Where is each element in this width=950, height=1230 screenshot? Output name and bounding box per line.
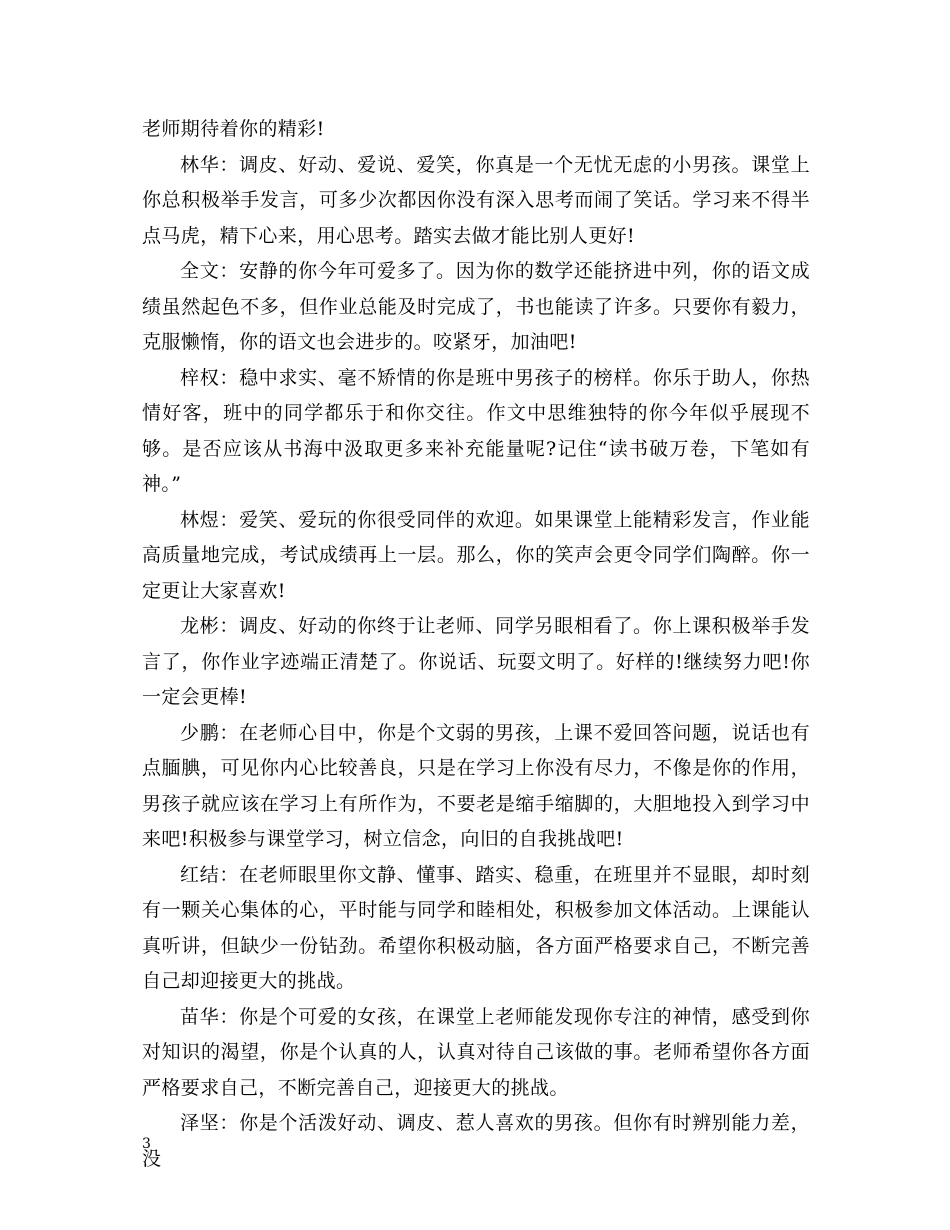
page-number: 3: [142, 1136, 151, 1152]
paragraph-intro-closing: 老师期待着你的精彩!: [142, 118, 325, 140]
paragraph-comment-linhua: 林华：调皮、好动、爱说、爱笑，你真是一个无忧无虑的小男孩。课堂上你总积极举手发言，可多少次都因你没有深入思考而闹了笑话。学习来不得半点马虎，精下心来，用心思考。踏实去做才能比别人更好!: [142, 153, 810, 247]
paragraph-comment-quanwen: 全文：安静的你今年可爱多了。因为你的数学还能挤进中列，你的语文成绩虽然起色不多，但作业总能及时完成了，书也能读了许多。只要你有毅力，克服懒惰，你的语文也会进步的。咬紧牙，加油吧!: [142, 260, 810, 353]
paragraph-comment-shaopeng: 少鹏：在老师心目中，你是个文弱的男孩，上课不爱回答问题，说话也有点腼腆，可见你内心比较善良，只是在学习上你没有尽力，不像是你的作用，男孩子就应该在学习上有所作为，不要老是缩手缩脚的，大胆地投入到学习中来吧!积极参与课堂学习，树立信念，向旧的自我挑战吧!: [142, 721, 810, 850]
paragraph-comment-longbin: 龙彬：调皮、好动的你终于让老师、同学另眼相看了。你上课积极举手发言了，你作业字迹端正清楚了。你说话、玩耍文明了。好样的!继续努力吧!你一定会更棒!: [142, 615, 810, 708]
paragraph-comment-ziquan: 梓权：稳中求实、毫不矫情的你是班中男孩子的榜样。你乐于助人，你热情好客，班中的同学都乐于和你交往。作文中思维独特的你今年似乎展现不够。是否应该从书海中汲取更多来补充能量呢?记住“读书破万卷，下笔如有神。”: [142, 366, 810, 495]
paragraph-comment-linyu: 林煜：爱笑、爱玩的你很受同伴的欢迎。如果课堂上能精彩发言，作业能高质量地完成，考试成绩再上一层。那么，你的笑声会更令同学们陶醉。你一定更让大家喜欢!: [142, 508, 810, 602]
document-body: [142, 112, 810, 1177]
paragraph-comment-hongjie: 红结：在老师眼里你文静、懂事、踏实、稳重，在班里并不显眼，却时刻有一颗关心集体的心，平时能与同学和睦相处，积极参加文体活动。上课能认真听讲，但缺少一份钻劲。希望你积极动脑，各方面严格要求自己，不断完善自己却迎接更大的挑战。: [142, 863, 810, 992]
paragraph-comment-zejian: 泽坚：你是个活泼好动、调皮、惹人喜欢的男孩。但你有时辨别能力差，没: [142, 1112, 810, 1170]
paragraph-comment-miaohua: 苗华：你是个可爱的女孩，在课堂上老师能发现你专注的神情，感受到你对知识的渴望，你是个认真的人，认真对待自己该做的事。老师希望你各方面严格要求自己，不断完善自己，迎接更大的挑战。: [142, 1005, 810, 1099]
